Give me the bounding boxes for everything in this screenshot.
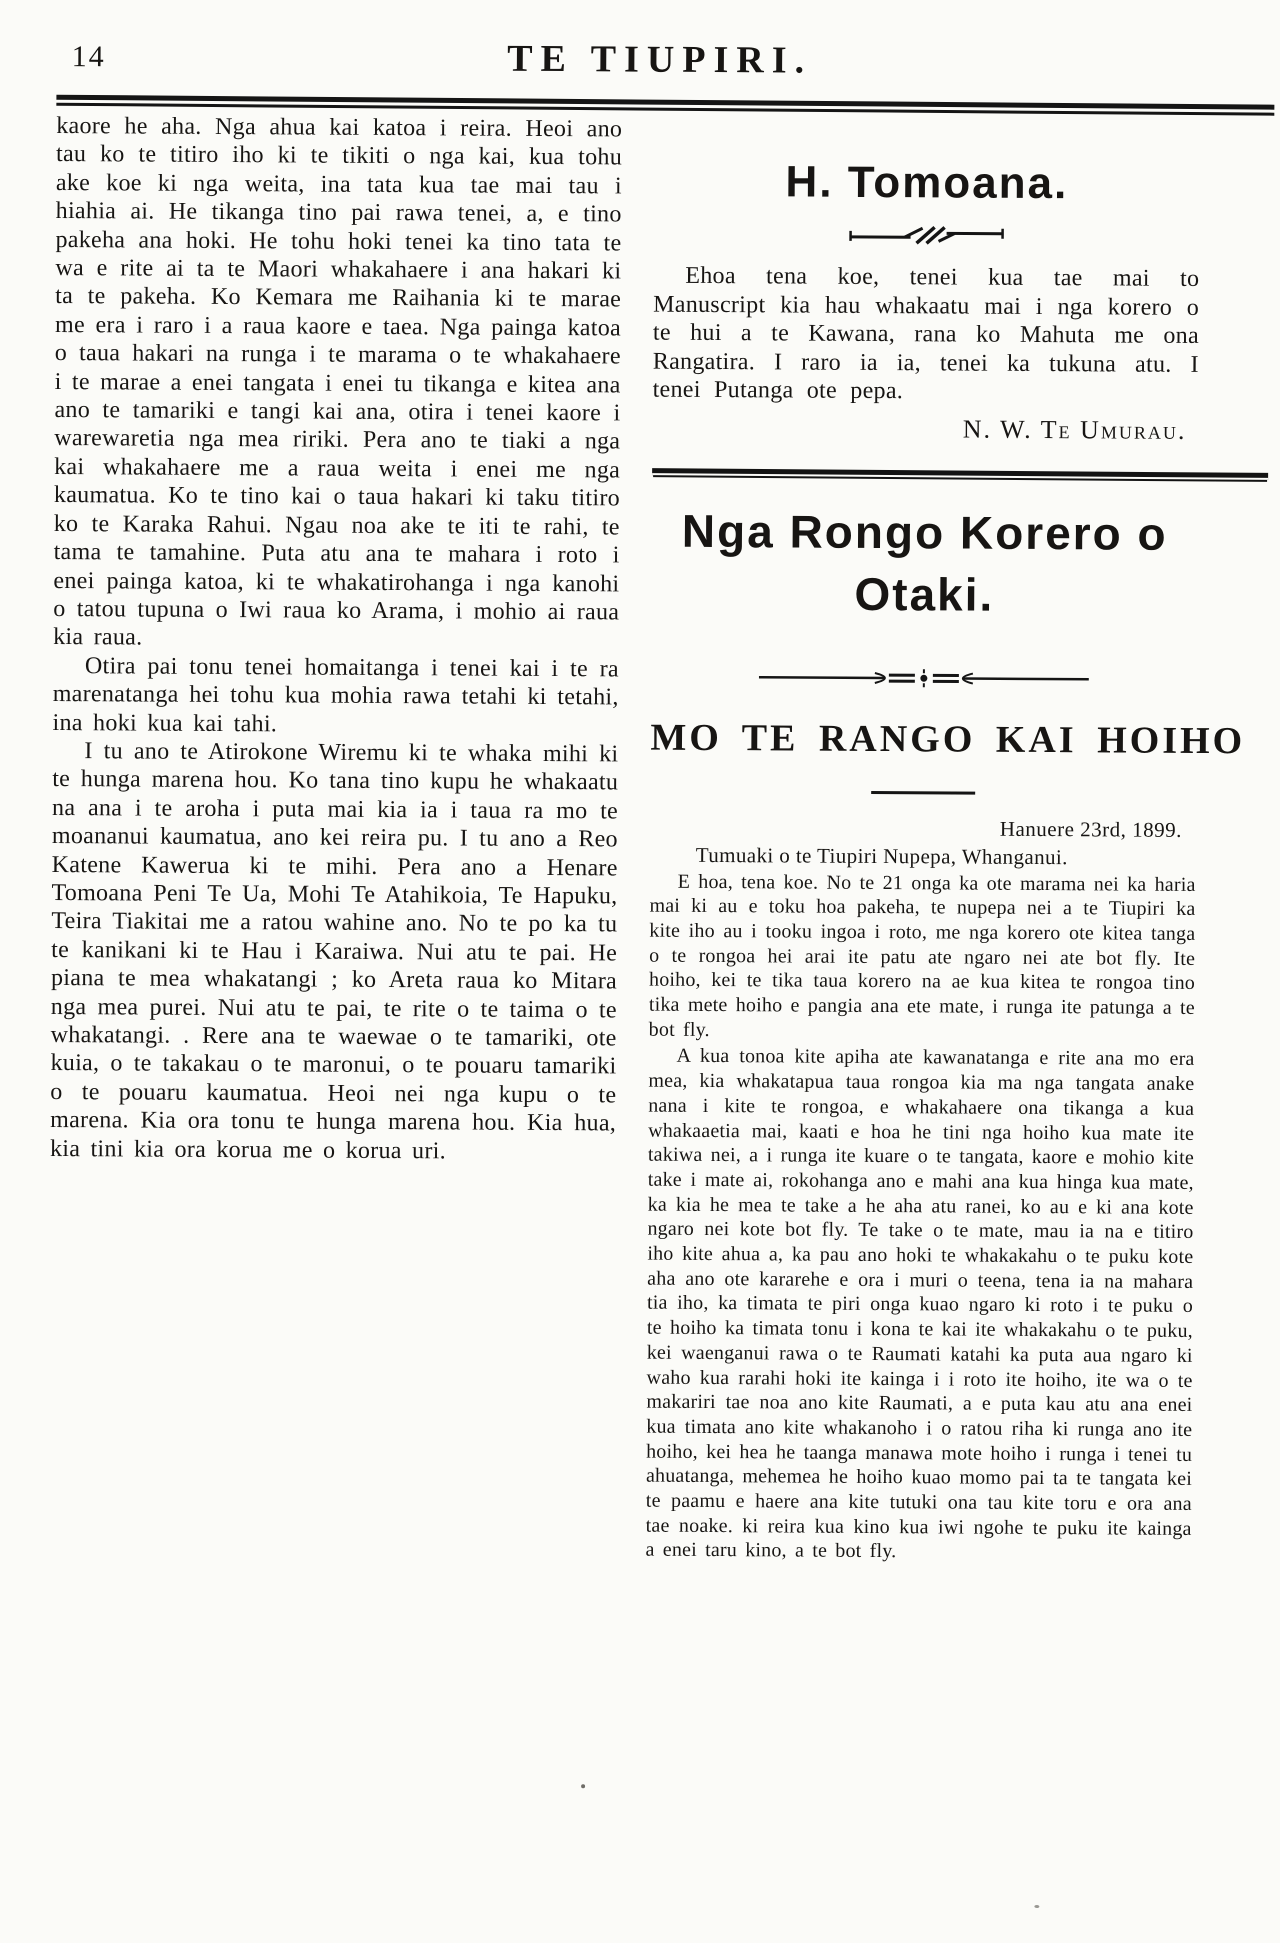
article-signature: N. W. Te Umurau. bbox=[962, 414, 1187, 445]
article-subtitle: MO TE RANGO KAI HOIHO bbox=[650, 716, 1246, 762]
section-rule bbox=[652, 468, 1268, 480]
left-paragraph: I tu ano te Atirokone Wiremu ki te whaka mihi ki te hunga marena hou. Ko tana tino kupu he whakaatu na ana i te aroha i puta mai kia ia i taua ra mo te moananui kaumatua, ano kei reira pu. I tu ano a Reo Katene Kawerua ki te mihi. Pera ano a Henare Tomoana Peni Te Ua, Mohi Te Atahikoia, Te Hapuku, Teira Tiakitai me a ratou wahine ano. No te po ka tu te kanikani ki te Hau i Karaiwa. Nui atu te pai. He piana te mea whakatangi ; ko Areta raua ko Mitara nga mea purei. Nui atu te pai, te rite o te taima o te whakatangi. . Rere ana te waewae o te tamariki, ote kuia, o te takakau o te maronui, o te pouaru tamariki o te pouaru kaumatua. Heoi nei nga kupu o te marena. Kia ora tonu te hunga marena hou. Kia hua, kia tini kia ora korua me o korua uri. bbox=[49, 738, 619, 1165]
article-title-line: Otaki. bbox=[854, 567, 995, 621]
article-title-line: Nga Rongo Korero o bbox=[681, 504, 1168, 560]
article-title-h-tomoana: H. Tomoana. bbox=[785, 157, 1069, 209]
scan-speck bbox=[581, 1784, 585, 1788]
ornament-divider-icon bbox=[847, 223, 1007, 248]
masthead-title: TE TIUPIRI. bbox=[507, 37, 813, 82]
scan-speck bbox=[1034, 1905, 1039, 1908]
letter-body bbox=[645, 869, 1195, 1566]
addressee-line: Tumuaki o te Tiupiri Nupepa, Whanganui. bbox=[695, 842, 1068, 869]
section-divider-icon bbox=[759, 664, 1089, 692]
article-body: Ehoa tena koe, tenei kua tae mai to Manuscript kia hau whakaatu mai i nga korero o te hui a te Kawana, rana ko Mahuta me ona Rangatira. I raro ia ia, tenei ka tukuna atu. I tenei Putanga ote pepa. bbox=[652, 262, 1200, 405]
subtitle-rule bbox=[871, 790, 975, 794]
right-column bbox=[645, 116, 1246, 1566]
left-paragraph: kaore he aha. Nga ahua kai katoa i reira. Heoi ano tau ko te titiro iho ki te tikiti o nga kai, kua tohu ake koe ki nga weita, ina tata kua tae mai tau i hiahia ai. He tikanga tino pai rawa tenei, a, e tino pakeha ana hoki. He tohu hoki tenei ka tino tata te wa e rite ai ta te Maori whakahaere i ana hakari ki ta te pakeha. Ko Kemara me Raihania ki te marae me era i raro i a raua kaore e taea. Nga painga katoa o taua hakari na runga i te marama o te whakahaere i te marae a enei tangata i enei tu tikanga e kitea ana ano te tamariki e tangi kai ana, otira i tenei kaore i warewaretia nga mea ririki. Pera ano te tiaki a nga kai whakahaere me a raua weita i enei me nga kaumatua. Ko te tino kai o taua hakari ki taku titiro ko te Karaka Rahui. Ngau noa ake te iti te rahi, te tama te tamahine. Puta atu ana te mahara i roto i enei painga katoa, ki te whakatirohanga i nga kanohi o tatou tupuna o Iwi raua ko Arama, i mohio ai raua kia raua. bbox=[53, 112, 623, 651]
page-number: 14 bbox=[71, 40, 106, 74]
left-paragraph: Otira pai tonu tenei homaitanga i tenei kai i te ra marenatanga hei tohu kua mohia rawa tetahi ki tetahi, ina hoki kua kai tahi. bbox=[52, 652, 620, 737]
article-title-otaki bbox=[651, 499, 1198, 626]
letter-paragraph: A kua tonoa kite apiha ate kawanatanga e rite ana mo era mea, kia whakatapua taua rongoa kia ma nga tangata anake nana i kite te rongoa, e whakahaere ona tikanga a kua whakaaetia mai, kaati e hoa he tini nga hoiho kua mate ite takiwa nei, a i runga ite kuare o te tangata, kaore e mohio kite take i mate ai, rokohanga ano e mahi ana kua hinga kua mate, ka kia he mea te take a he aha atu ranei, ko au e ki ana kote ngaro nei kote bot fly. Te take o te mate, mau ia na e titiro iho kite ahua a, ka pau ano hoki te whakakahu o te puku kote aha ano ote kararehe e ora i muri o teena, tena ia na mahara tia iho, ka timata te piri onga kuao ngaro ki roto i te puku o te hoiho ka timata tonu i kona te kai ite whakakahu o te puku, kei waenganui rawa o te Raumati katahi ka puta aua ngaro ki waho kua rarahi hoki ite kainga i i roto ite hoiho, ite wa o te makariri tae noa ano kite Raumati, a e puta kau atu ana enei kua timata ano kite whakanoho i o ratou riha ki runga ano ite hoiho, kei hea he taanga manawa mote hoiho i runga i tenei tu ahuatanga, mehemea he hoiho kuao momo pai ta te tangata kei te paamu e haere ana kite tutuki ona tau kite toru e ora ana tae noake. ki reira kua kino kua iwi ngohe te puku ite kainga a enei taru kino, a te bot fly. bbox=[645, 1045, 1195, 1563]
letter-paragraph: E hoa, tena koe. No te 21 onga ka ote marama nei ka haria mai ki au e toku hoa pakeha, te nupepa nei a te Tiupiri ka kite iho au i tooku ingoa i roto, me nga korero ote kitea tanga o te rongoa hei arai ite patu ate ngaro nei ate bot fly. Ite hoiho, kei te tika taua korero na ae kua kitea te rongoa tino tika mete hoiho e pangia ana ete mate, i runga ite patunga a te bot fly. bbox=[648, 870, 1196, 1041]
left-column bbox=[50, 112, 622, 1166]
dateline: Hanuere 23rd, 1899. bbox=[999, 816, 1183, 842]
